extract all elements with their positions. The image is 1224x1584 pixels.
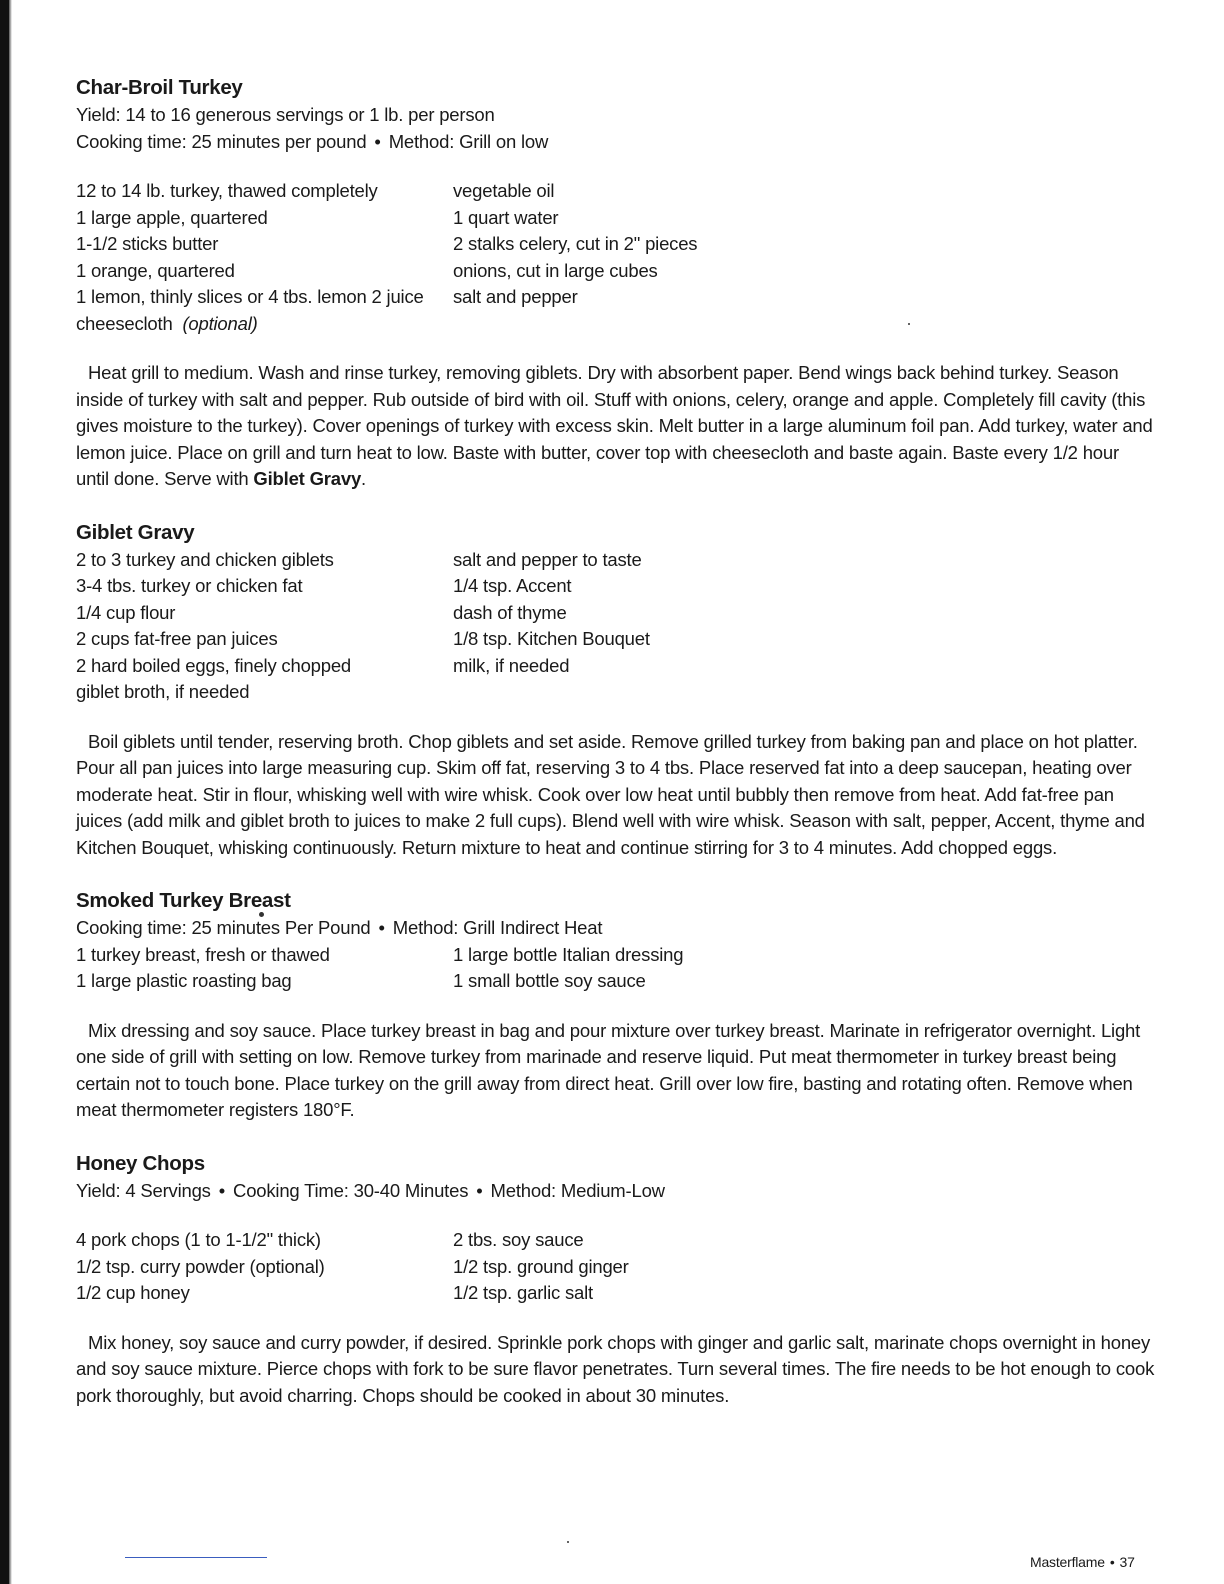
ingredient-item: 3-4 tbs. turkey or chicken fat — [76, 575, 303, 596]
speck-mark — [567, 1541, 569, 1543]
recipe-page — [76, 74, 1156, 1409]
ingredient-item: milk, if needed — [453, 654, 570, 676]
cooking-method: Method: Medium-Low — [490, 1179, 665, 1201]
ingredient-item: 1 small bottle soy sauce — [453, 970, 646, 991]
bullet-separator: • — [476, 1179, 483, 1201]
bullet-separator: • — [378, 917, 385, 938]
ingredient-item: 1/4 tsp. Accent — [453, 575, 572, 596]
ingredient-item: 1/8 tsp. Kitchen Bouquet — [453, 628, 650, 649]
ingredient-name: cheesecloth — [76, 312, 173, 334]
ingredient-item: dash of thyme — [453, 601, 567, 623]
ingredient-item: onions, cut in large cubes — [453, 259, 658, 281]
cooking-method: Method: Grill Indirect Heat — [392, 917, 603, 938]
directions-end: . — [361, 468, 366, 489]
recipe-giblet-gravy — [76, 519, 1156, 862]
recipe-time-method — [76, 915, 1156, 942]
cooking-method: Method: Grill on low — [388, 130, 549, 152]
ingredient-item: 2 hard boiled eggs, finely chopped — [76, 654, 352, 676]
recipe-smoked-turkey-breast — [76, 887, 1156, 1124]
ingredient-item: 1/4 cup flour — [76, 601, 176, 623]
page-footer — [1030, 1554, 1135, 1570]
ingredient-list — [76, 178, 1156, 337]
footer-brand: Masterflame — [1030, 1554, 1105, 1570]
recipe-honey-chops — [76, 1150, 1156, 1410]
ingredient-item: vegetable oil — [453, 180, 555, 201]
recipe-directions — [76, 995, 1156, 1124]
cooking-time: Cooking time: 25 minutes Per Pound — [76, 917, 371, 938]
recipe-char-broil-turkey — [76, 74, 1156, 493]
bullet-separator: • — [1109, 1554, 1115, 1570]
ingredient-item: 1/2 tsp. garlic salt — [453, 1282, 593, 1303]
recipe-yield: Yield: 4 Servings — [76, 1179, 211, 1201]
recipe-yield-time-method — [76, 1178, 1156, 1205]
recipe-title: Smoked Turkey Breast — [76, 889, 291, 912]
ingredient-list — [76, 1227, 1156, 1307]
optional-note: (optional) — [182, 312, 258, 334]
ingredient-item: 1/2 tsp. ground ginger — [453, 1255, 629, 1277]
ingredient-item: 2 tbs. soy sauce — [453, 1229, 584, 1250]
ingredient-item: 1 large bottle Italian dressing — [453, 943, 684, 965]
ingredient-item: 1 orange, quartered — [76, 259, 235, 281]
ingredient-item — [76, 311, 453, 338]
ingredient-item: 1/2 tsp. curry powder (optional) — [76, 1255, 325, 1277]
speck-mark — [259, 912, 264, 917]
ingredient-item: 2 stalks celery, cut in 2" pieces — [453, 233, 698, 254]
ingredient-item: 1/2 cup honey — [76, 1282, 190, 1303]
cooking-time: Cooking Time: 30-40 Minutes — [233, 1179, 469, 1201]
scan-edge — [0, 0, 9, 1584]
directions-text: Mix honey, soy sauce and curry powder, if desired. Sprinkle pork chops with ginger and garlic salt, marinate chops overnight in honey and soy sauce mixture. Pierce chops with fork to be sure flavor penetrates. Turn several times. The fire needs to be hot enough to cook pork thoroughly, but avoid charring. Chops should be cooked in about 30 minutes. — [76, 1331, 1155, 1406]
recipe-title: Char-Broil Turkey — [76, 76, 243, 99]
ingredient-item: 1-1/2 sticks butter — [76, 233, 219, 254]
scan-line-mark — [125, 1557, 267, 1558]
directions-text: Mix dressing and soy sauce. Place turkey breast in bag and pour mixture over turkey breast. Marinate in refrigerator overnight. Light one side of grill with setting on low. Remove turkey from marinade and reserve liquid. Put meat thermometer in turkey breast being certain not to touch bone. Place turkey on the grill away from direct heat. Grill over low fire, basting and rotating often. Remove when meat thermometer registers 180°F. — [76, 1019, 1141, 1120]
ingredient-item: 1 large apple, quartered — [76, 206, 268, 228]
ingredient-item: salt and pepper to taste — [453, 548, 642, 570]
ingredient-item: 1 large plastic roasting bag — [76, 970, 292, 991]
directions-text: Heat grill to medium. Wash and rinse turkey, removing giblets. Dry with absorbent paper. Bend wings back behind turkey. Season inside of turkey with salt and pepper. Rub outside of bird with oil. Stuff with onions, celery, orange and apple. Completely fill cavity (this gives moisture to the turkey). Cover openings of turkey with excess skin. Melt butter in a large aluminum foil pan. Add turkey, water and lemon juice. Place on grill and turn heat to low. Baste with butter, cover top with cheesecloth and baste again. Baste every 1/2 hour until done. Serve with — [76, 362, 1153, 489]
cooking-time: Cooking time: 25 minutes per pound — [76, 130, 367, 152]
bullet-separator: • — [374, 130, 381, 152]
ingredient-item: 2 to 3 turkey and chicken giblets — [76, 548, 334, 570]
ingredient-list — [76, 942, 1156, 995]
gravy-reference: Giblet Gravy — [253, 468, 362, 489]
ingredient-list — [76, 547, 1156, 706]
recipe-yield: Yield: 14 to 16 generous servings or 1 lb. per person — [76, 104, 495, 125]
recipe-title: Honey Chops — [76, 1151, 205, 1175]
bullet-separator: • — [218, 1179, 226, 1201]
ingredient-item: 1 turkey breast, fresh or thawed — [76, 943, 330, 965]
ingredient-item: 1 quart water — [453, 206, 559, 228]
recipe-directions — [76, 706, 1156, 862]
ingredient-item: 12 to 14 lb. turkey, thawed completely — [76, 180, 378, 201]
ingredient-item: giblet broth, if needed — [76, 681, 250, 702]
directions-text: Boil giblets until tender, reserving broth. Chop giblets and set aside. Remove grilled turkey from baking pan and place on hot platter. Pour all pan juices into large measuring cup. Skim off fat, reserving 3 to 4 tbs. Place reserved fat into a deep saucepan, heating over moderate heat. Stir in flour, whisking well with wire whisk. Cook over low heat until bubbly then remove from heat. Add fat-free pan juices (add milk and giblet broth to juices to make 2 full cups). Blend well with wire whisk. Season with salt, pepper, Accent, thyme and Kitchen Bouquet, whisking continuously. Return mixture to heat and continue stirring for 3 to 4 minutes. Add chopped eggs. — [76, 730, 1145, 858]
recipe-title: Giblet Gravy — [76, 520, 195, 544]
recipe-directions — [76, 1307, 1156, 1410]
ingredient-item: 2 cups fat-free pan juices — [76, 628, 278, 649]
recipe-time-method — [76, 129, 1156, 156]
ingredient-item: salt and pepper — [453, 286, 578, 307]
ingredient-item: 4 pork chops (1 to 1-1/2" thick) — [76, 1229, 321, 1250]
page-number: 37 — [1119, 1554, 1135, 1570]
speck-mark — [908, 323, 910, 325]
recipe-directions — [76, 337, 1156, 493]
ingredient-item: 1 lemon, thinly slices or 4 tbs. lemon 2 juice — [76, 286, 424, 307]
